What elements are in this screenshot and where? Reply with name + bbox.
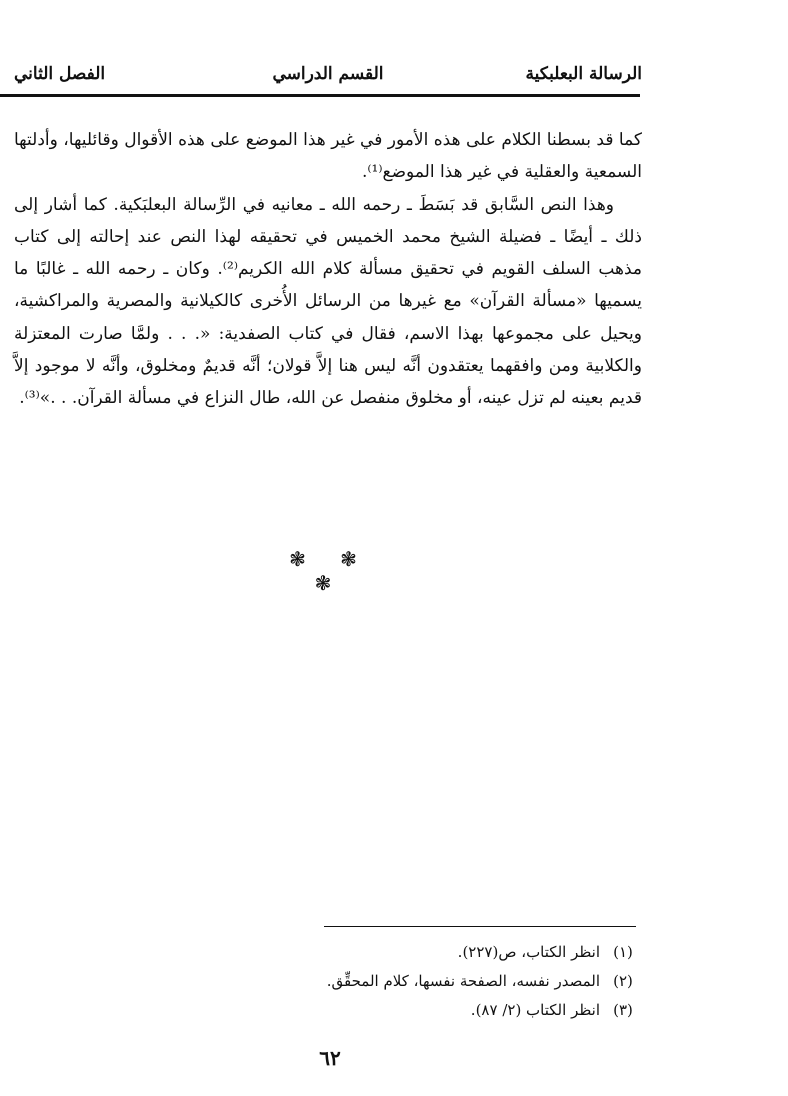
section-separator: ❃ ❃ ❃ [289, 547, 371, 595]
paragraph-1: كما قد بسطنا الكلام على هذه الأمور في غير هذا الموضع على هذه الأقوال وقائليها، وأدلتها السمعية والعقلية في غير هذا الموضع⁽¹⁾. [14, 130, 642, 183]
header-book-title: الرسالة البعلبكية [525, 64, 642, 84]
header-section: القسم الدراسي [272, 64, 384, 84]
page-number: ٦٢ [319, 1046, 341, 1070]
paragraph-2: وهذا النص السَّابق قد بَسَطَ ـ رحمه الله ـ معانيه في الرِّسالة البعلبَكية. كما أشار إلى ذلك ـ أيضًا ـ فضيلة الشيخ محمد الخميس في تحقيقه لهذا النص عند إحالته إلى كتاب مذهب السلف القويم في تحقيق مسألة كلام الله الكريم⁽²⁾. وكان ـ رحمه الله ـ غالبًا ما يسميها «مسألة القرآن» مع غيرها من الرسائل الأُخرى كالكيلانية والمصرية والمراكشية، ويحيل على مجموعها بهذا الاسم، فقال في كتاب الصفدية: «. . . ولمَّا صارت المعتزلة والكلابية ومن وافقهما يعتقدون أنَّه ليس هنا إلاَّ قولان؛ أنَّه قديمٌ ومخلوق، وأنَّه لا موجود إلاَّ قديم بعينه لم تزل عينه، أو مخلوق منفصل عن الله، طال النزاع في مسألة القرآن. . .»⁽³⁾. [14, 194, 643, 409]
footnote-text: المصدر نفسه، الصفحة نفسها، كلام المحقِّق. [326, 972, 600, 990]
footnote-2 [14, 967, 646, 996]
header-chapter: الفصل الثاني [14, 64, 106, 84]
footnote-number: (٣) [613, 1001, 633, 1019]
footnote-text: انظر الكتاب (٢/ ٨٧). [470, 1001, 600, 1019]
footnote-3 [14, 996, 646, 1025]
running-header [14, 58, 642, 92]
footnote-rule [324, 926, 636, 927]
footnote-number: (١) [613, 943, 633, 961]
footnote-text: انظر الكتاب، ص(٢٢٧). [457, 943, 600, 961]
footnote-1 [14, 938, 646, 967]
body-text [14, 124, 642, 415]
footnotes [14, 938, 646, 1025]
header-rule [0, 94, 640, 97]
footnote-number: (٢) [613, 972, 633, 990]
